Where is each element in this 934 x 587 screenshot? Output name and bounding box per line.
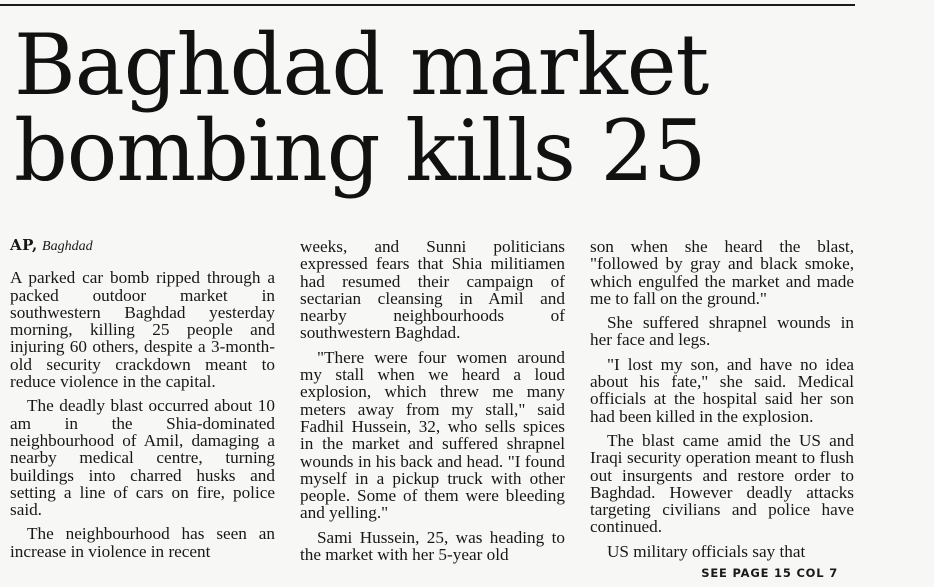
headline-line-1: Baghdad market (14, 16, 709, 114)
paragraph: US military officials say that (607, 541, 806, 561)
article-column-3 (590, 238, 854, 567)
paragraph: The deadly blast occurred about 10 am in the Shia-dominated neighbourhood of Amil, damaging a nearby medical centre, turning buildings into charred husks and setting a line of cars on fire, police said. (10, 396, 275, 520)
paragraph: The neighbourhood has seen an increase in violence in recent (10, 524, 275, 561)
byline (10, 236, 275, 255)
headline (14, 16, 854, 200)
headline-line-2: bombing kills 25 (14, 102, 706, 200)
paragraph: weeks, and Sunni politicians expressed fears that Shia militiamen had resumed their campaign of sectarian cleansing in Amil and nearby neighbourhoods of southwestern Baghdad. (300, 237, 565, 343)
paragraph: A parked car bomb ripped through a packed outdoor market in southwestern Baghdad yesterday morning, killing 25 people and injuring 60 others, despite a 3-month-old security crackdown meant to reduce violence in the capital. (10, 268, 275, 392)
paragraph: The blast came amid the US and Iraqi security operation meant to flush out insurgents and restore order to Baghdad. However deadly attacks targeting civilians and police have continued. (590, 430, 854, 537)
paragraph: "There were four women around my stall when we heard a loud explosion, which threw me many meters away from my stall," said Fadhil Hussein, 32, who sells spices in the market and suffered shrapnel wounds in his back and head. "I found myself in a pickup truck with other people. Some of them were bleeding and yelling." (300, 347, 565, 523)
byline-agency: AP, (10, 236, 38, 254)
byline-place: Baghdad (42, 239, 93, 254)
top-rule (0, 4, 855, 6)
paragraph: son when she heard the blast, "followed by gray and black smoke, which engulfed the market and made me to fall on the ground." (590, 237, 854, 308)
article-column-2 (300, 238, 565, 570)
paragraph: She suffered shrapnel wounds in her face and legs. (590, 313, 854, 350)
jump-line: SEE PAGE 15 COL 7 (701, 566, 838, 580)
paragraph: "I lost my son, and have no idea about his fate," she said. Medical officials at the hospital said her son had been killed in the explosion. (590, 354, 854, 426)
paragraph: Sami Hussein, 25, was heading to the market with her 5-year old (300, 527, 565, 565)
article-column-1 (10, 236, 275, 567)
